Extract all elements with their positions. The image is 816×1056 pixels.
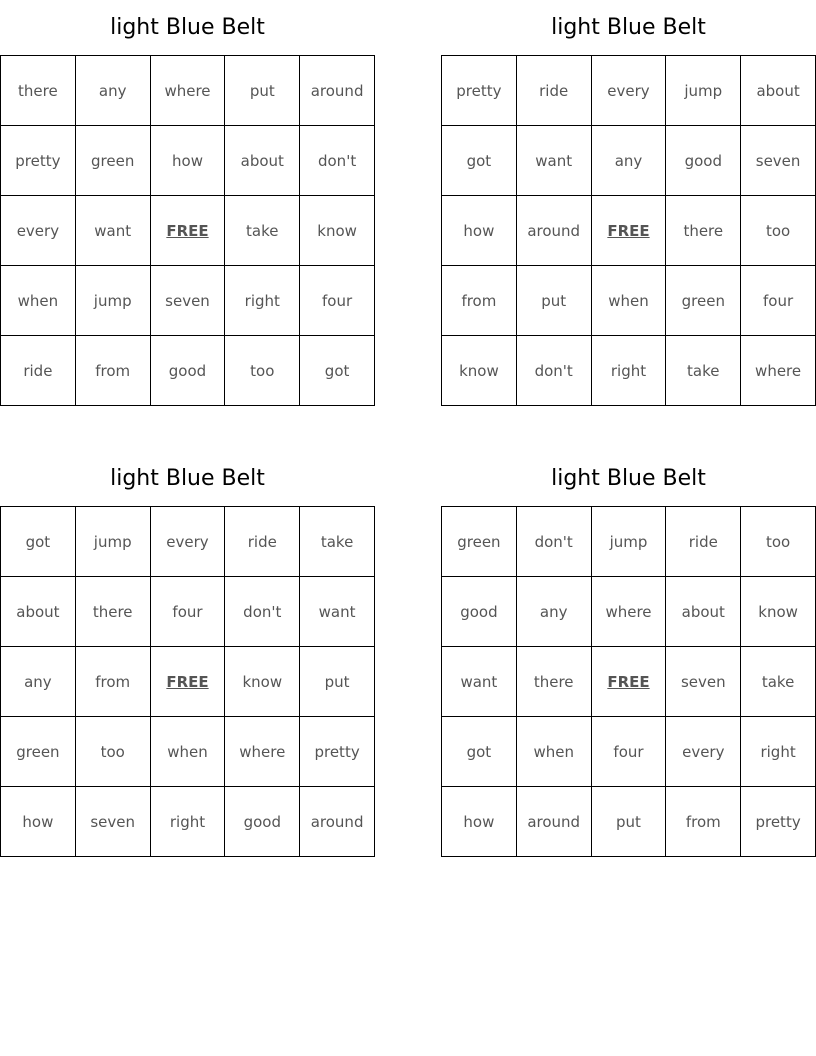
bingo-cell: four: [151, 577, 226, 647]
bingo-cell: ride: [1, 336, 76, 406]
bingo-cell: too: [76, 717, 151, 787]
bingo-cell: where: [225, 717, 300, 787]
bingo-cell: ride: [666, 507, 741, 577]
bingo-cell: pretty: [741, 787, 816, 857]
bingo-cell: don't: [517, 507, 592, 577]
bingo-cell: around: [517, 196, 592, 266]
bingo-cell: got: [442, 717, 517, 787]
bingo-cell: four: [300, 266, 375, 336]
bingo-cell: ride: [517, 56, 592, 126]
bingo-cell: when: [1, 266, 76, 336]
bingo-cell: every: [151, 507, 226, 577]
bingo-cell: how: [442, 787, 517, 857]
bingo-cell: right: [741, 717, 816, 787]
bingo-cell: any: [592, 126, 667, 196]
bingo-cell: green: [1, 717, 76, 787]
bingo-cell: about: [225, 126, 300, 196]
bingo-cell: when: [592, 266, 667, 336]
bingo-cell: green: [666, 266, 741, 336]
bingo-cell: when: [517, 717, 592, 787]
bingo-cell: don't: [225, 577, 300, 647]
bingo-card-1: [0, 0, 375, 406]
bingo-cell: know: [442, 336, 517, 406]
bingo-cell: about: [1, 577, 76, 647]
bingo-cell: how: [151, 126, 226, 196]
bingo-cell: want: [76, 196, 151, 266]
bingo-cell: know: [225, 647, 300, 717]
bingo-cell: want: [517, 126, 592, 196]
bingo-cell: every: [592, 56, 667, 126]
bingo-cell: don't: [517, 336, 592, 406]
bingo-cell: take: [741, 647, 816, 717]
bingo-cell: pretty: [442, 56, 517, 126]
bingo-cell: there: [517, 647, 592, 717]
card-title: light Blue Belt: [551, 466, 706, 491]
bingo-cell: around: [300, 56, 375, 126]
bingo-cell: how: [1, 787, 76, 857]
bingo-cell: around: [517, 787, 592, 857]
bingo-cell: don't: [300, 126, 375, 196]
card-title: light Blue Belt: [110, 466, 265, 491]
bingo-cell: from: [442, 266, 517, 336]
bingo-cell: from: [76, 647, 151, 717]
bingo-cell: pretty: [300, 717, 375, 787]
free-space: FREE: [151, 647, 226, 717]
bingo-card-4: [441, 451, 816, 857]
bingo-cell: got: [1, 507, 76, 577]
bingo-cell: take: [300, 507, 375, 577]
bingo-cell: good: [225, 787, 300, 857]
bingo-cell: about: [741, 56, 816, 126]
free-space: FREE: [592, 647, 667, 717]
bingo-cell: four: [592, 717, 667, 787]
bingo-cell: want: [300, 577, 375, 647]
bingo-cell: jump: [76, 266, 151, 336]
bingo-cell: when: [151, 717, 226, 787]
bingo-cell: around: [300, 787, 375, 857]
bingo-cell: jump: [592, 507, 667, 577]
bingo-cell: put: [592, 787, 667, 857]
bingo-cell: put: [300, 647, 375, 717]
bingo-cell: about: [666, 577, 741, 647]
bingo-cell: green: [442, 507, 517, 577]
bingo-cell: every: [1, 196, 76, 266]
bingo-cell: ride: [225, 507, 300, 577]
bingo-cell: there: [666, 196, 741, 266]
bingo-cell: too: [741, 196, 816, 266]
bingo-cell: want: [442, 647, 517, 717]
bingo-cell: put: [225, 56, 300, 126]
card-title: light Blue Belt: [110, 15, 265, 40]
bingo-cell: pretty: [1, 126, 76, 196]
bingo-cell: where: [592, 577, 667, 647]
bingo-cell: too: [741, 507, 816, 577]
bingo-cell: good: [442, 577, 517, 647]
bingo-cell: got: [442, 126, 517, 196]
bingo-cell: too: [225, 336, 300, 406]
bingo-cell: there: [1, 56, 76, 126]
bingo-cell: any: [76, 56, 151, 126]
bingo-cell: know: [741, 577, 816, 647]
bingo-cell: how: [442, 196, 517, 266]
bingo-cell: jump: [666, 56, 741, 126]
bingo-cell: know: [300, 196, 375, 266]
bingo-cell: seven: [151, 266, 226, 336]
free-space: FREE: [592, 196, 667, 266]
bingo-cell: seven: [741, 126, 816, 196]
card-title: light Blue Belt: [551, 15, 706, 40]
bingo-cell: good: [666, 126, 741, 196]
bingo-cell: any: [517, 577, 592, 647]
bingo-cell: every: [666, 717, 741, 787]
bingo-card-2: [441, 0, 816, 406]
bingo-cell: right: [592, 336, 667, 406]
bingo-cell: where: [741, 336, 816, 406]
bingo-cell: put: [517, 266, 592, 336]
bingo-cell: seven: [666, 647, 741, 717]
bingo-grid: [0, 506, 375, 857]
bingo-cell: four: [741, 266, 816, 336]
bingo-cell: got: [300, 336, 375, 406]
bingo-cell: any: [1, 647, 76, 717]
bingo-cell: from: [666, 787, 741, 857]
bingo-cell: where: [151, 56, 226, 126]
bingo-cell: jump: [76, 507, 151, 577]
bingo-grid: [0, 55, 375, 406]
bingo-cell: there: [76, 577, 151, 647]
bingo-cell: seven: [76, 787, 151, 857]
bingo-grid: [441, 506, 816, 857]
bingo-cell: green: [76, 126, 151, 196]
bingo-cell: good: [151, 336, 226, 406]
bingo-card-3: [0, 451, 375, 857]
bingo-cell: from: [76, 336, 151, 406]
bingo-cell: right: [225, 266, 300, 336]
bingo-cell: take: [225, 196, 300, 266]
bingo-grid: [441, 55, 816, 406]
bingo-cell: take: [666, 336, 741, 406]
free-space: FREE: [151, 196, 226, 266]
bingo-cell: right: [151, 787, 226, 857]
